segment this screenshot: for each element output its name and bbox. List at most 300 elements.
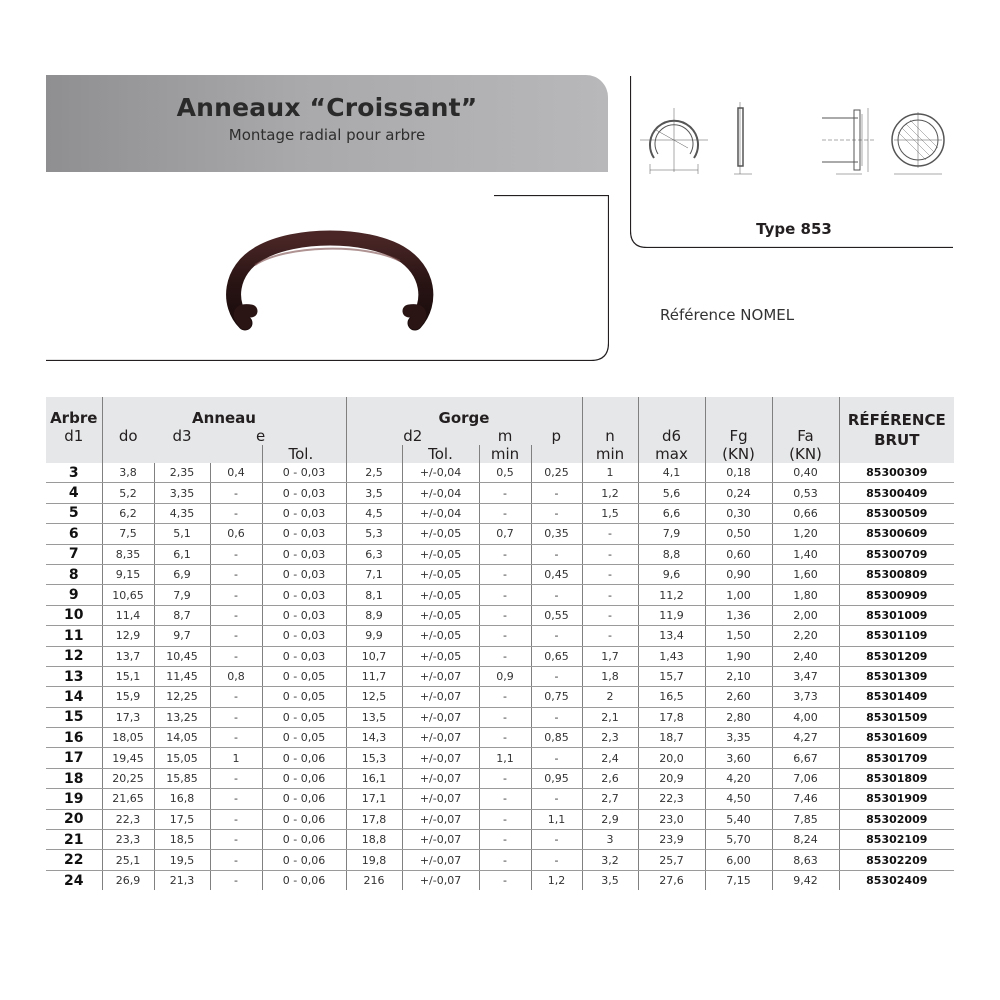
cell-e: -: [210, 605, 262, 625]
cell-reference: 85302209: [839, 850, 954, 870]
cell-m: -: [479, 503, 531, 523]
cell-d6: 25,7: [638, 850, 705, 870]
cell-p: 0,55: [531, 605, 582, 625]
cell-d3: 13,25: [154, 707, 210, 727]
cell-d2: 4,5: [346, 503, 402, 523]
cell-e-tol: 0 - 0,03: [262, 483, 346, 503]
header-banner: [46, 75, 608, 172]
cell-fa: 3,73: [772, 687, 839, 707]
cell-p: 0,65: [531, 646, 582, 666]
cell-do: 11,4: [102, 605, 154, 625]
cell-fg: 4,20: [705, 768, 772, 788]
table-row: [46, 870, 954, 890]
cell-fg: 3,35: [705, 728, 772, 748]
cell-fg: 0,30: [705, 503, 772, 523]
cell-e-tol: 0 - 0,05: [262, 666, 346, 686]
cell-d2-tol: +/-0,05: [402, 626, 479, 646]
cell-d3: 9,7: [154, 626, 210, 646]
header-fg: Fg: [705, 427, 772, 445]
cell-e: -: [210, 564, 262, 584]
cell-arbre: 9: [46, 585, 102, 605]
cell-d3: 6,9: [154, 564, 210, 584]
cell-d2: 8,9: [346, 605, 402, 625]
cell-reference: 85300509: [839, 503, 954, 523]
cell-fg: 2,80: [705, 707, 772, 727]
cell-reference: 85301309: [839, 666, 954, 686]
cell-reference: 85300909: [839, 585, 954, 605]
table-row: [46, 830, 954, 850]
header-fa-unit: (KN): [772, 445, 839, 463]
cell-d2-tol: +/-0,07: [402, 666, 479, 686]
header-m-min: min: [479, 445, 531, 463]
cell-fg: 1,50: [705, 626, 772, 646]
cell-p: 0,75: [531, 687, 582, 707]
cell-fa: 2,00: [772, 605, 839, 625]
cell-reference: 85300809: [839, 564, 954, 584]
cell-d6: 27,6: [638, 870, 705, 890]
cell-m: -: [479, 483, 531, 503]
cell-d2: 19,8: [346, 850, 402, 870]
table-row: [46, 585, 954, 605]
cell-p: 0,95: [531, 768, 582, 788]
cell-e: -: [210, 503, 262, 523]
cell-d3: 3,35: [154, 483, 210, 503]
cell-do: 23,3: [102, 830, 154, 850]
cell-reference: 85301209: [839, 646, 954, 666]
cell-d6: 23,0: [638, 809, 705, 829]
cell-e: -: [210, 728, 262, 748]
table-row: [46, 564, 954, 584]
cell-fa: 4,00: [772, 707, 839, 727]
cell-d3: 12,25: [154, 687, 210, 707]
cell-p: -: [531, 707, 582, 727]
cell-d6: 11,2: [638, 585, 705, 605]
cell-m: -: [479, 564, 531, 584]
cell-d2: 2,5: [346, 463, 402, 483]
cell-fg: 0,50: [705, 524, 772, 544]
cell-e-tol: 0 - 0,06: [262, 850, 346, 870]
header-reference: [839, 397, 954, 463]
table-row: [46, 524, 954, 544]
cell-reference: 85300609: [839, 524, 954, 544]
header-m: m: [479, 427, 531, 445]
cell-arbre: 20: [46, 809, 102, 829]
cell-m: -: [479, 646, 531, 666]
cell-do: 7,5: [102, 524, 154, 544]
cell-n: 1,8: [582, 666, 638, 686]
cell-p: -: [531, 544, 582, 564]
cell-e: -: [210, 687, 262, 707]
cell-d3: 2,35: [154, 463, 210, 483]
cell-fg: 1,90: [705, 646, 772, 666]
cell-d6: 17,8: [638, 707, 705, 727]
cell-d3: 19,5: [154, 850, 210, 870]
header-n: n: [582, 427, 638, 445]
cell-m: 0,7: [479, 524, 531, 544]
header-gorge: Gorge: [346, 397, 582, 427]
cell-n: 2,7: [582, 789, 638, 809]
cell-e-tol: 0 - 0,03: [262, 544, 346, 564]
cell-arbre: 12: [46, 646, 102, 666]
cell-e-tol: 0 - 0,05: [262, 687, 346, 707]
header-fg-unit: (KN): [705, 445, 772, 463]
cell-p: -: [531, 585, 582, 605]
cell-d2: 18,8: [346, 830, 402, 850]
cell-n: -: [582, 626, 638, 646]
page-subtitle: Montage radial pour arbre: [228, 126, 426, 144]
cell-arbre: 15: [46, 707, 102, 727]
cell-d2-tol: +/-0,07: [402, 728, 479, 748]
cell-arbre: 13: [46, 666, 102, 686]
cell-d2-tol: +/-0,05: [402, 585, 479, 605]
cell-e-tol: 0 - 0,06: [262, 748, 346, 768]
header-tol-gorge: Tol.: [402, 445, 479, 463]
retaining-ring-image: [215, 215, 445, 345]
cell-e: -: [210, 626, 262, 646]
cell-m: 1,1: [479, 748, 531, 768]
cell-arbre: 17: [46, 748, 102, 768]
cell-do: 21,65: [102, 789, 154, 809]
cell-d2: 15,3: [346, 748, 402, 768]
cell-do: 13,7: [102, 646, 154, 666]
cell-e-tol: 0 - 0,03: [262, 564, 346, 584]
cell-do: 25,1: [102, 850, 154, 870]
cell-e: -: [210, 850, 262, 870]
cell-do: 8,35: [102, 544, 154, 564]
cell-e: -: [210, 789, 262, 809]
cell-e: -: [210, 870, 262, 890]
cell-d6: 22,3: [638, 789, 705, 809]
cell-reference: 85302109: [839, 830, 954, 850]
cell-fg: 0,18: [705, 463, 772, 483]
cell-n: -: [582, 605, 638, 625]
cell-n: 2,6: [582, 768, 638, 788]
cell-p: 1,1: [531, 809, 582, 829]
cell-do: 9,15: [102, 564, 154, 584]
cell-fa: 2,40: [772, 646, 839, 666]
cell-m: -: [479, 707, 531, 727]
cell-n: 3: [582, 830, 638, 850]
cell-e: -: [210, 483, 262, 503]
table-row: [46, 646, 954, 666]
cell-e: 0,4: [210, 463, 262, 483]
cell-fg: 2,10: [705, 666, 772, 686]
cell-reference: 85302409: [866, 874, 928, 887]
cell-d2-tol: +/-0,05: [402, 524, 479, 544]
cell-m: -: [479, 809, 531, 829]
header-reference-line2: BRUT: [874, 431, 920, 449]
spec-table: [46, 397, 954, 890]
cell-m: -: [479, 728, 531, 748]
cell-e-tol: 0 - 0,03: [262, 503, 346, 523]
cell-d2-tol: +/-0,07: [402, 789, 479, 809]
cell-d3: 10,45: [154, 646, 210, 666]
cell-arbre: 7: [46, 544, 102, 564]
cell-fa: 8,63: [772, 850, 839, 870]
cell-fa: 3,47: [772, 666, 839, 686]
cell-d2: 9,9: [346, 626, 402, 646]
cell-d2-tol: +/-0,07: [402, 707, 479, 727]
cell-n: 3,5: [582, 870, 638, 890]
cell-m: -: [479, 830, 531, 850]
cell-fa: 0,53: [772, 483, 839, 503]
cell-p: -: [531, 666, 582, 686]
cell-arbre: 4: [46, 483, 102, 503]
cell-e-tol: 0 - 0,03: [262, 605, 346, 625]
cell-e-tol: 0 - 0,03: [262, 626, 346, 646]
cell-e-tol: 0 - 0,06: [262, 789, 346, 809]
cell-do: 15,1: [102, 666, 154, 686]
cell-d2-tol: +/-0,07: [402, 768, 479, 788]
cell-d6: 7,9: [638, 524, 705, 544]
cell-do: 15,9: [102, 687, 154, 707]
cell-reference: 85301009: [839, 605, 954, 625]
cell-d3: 4,35: [154, 503, 210, 523]
header-arbre: Arbre: [46, 397, 102, 427]
cell-arbre: 10: [46, 605, 102, 625]
cell-reference: 85302009: [839, 809, 954, 829]
cell-fg: 7,15: [705, 870, 772, 890]
cell-arbre: 16: [46, 728, 102, 748]
cell-fg: 4,50: [705, 789, 772, 809]
cell-n: -: [582, 564, 638, 584]
cell-p: 0,85: [531, 728, 582, 748]
cell-d2: 16,1: [346, 768, 402, 788]
cell-fg: 1,00: [705, 585, 772, 605]
cell-n: 1,2: [582, 483, 638, 503]
cell-e: -: [210, 585, 262, 605]
header-d3: d3: [154, 427, 210, 445]
cell-d6: 20,9: [638, 768, 705, 788]
cell-d6: 20,0: [638, 748, 705, 768]
cell-n: -: [582, 585, 638, 605]
cell-m: 0,5: [479, 463, 531, 483]
cell-d3: 17,5: [154, 809, 210, 829]
cell-d3: 15,05: [154, 748, 210, 768]
cell-arbre: 18: [46, 768, 102, 788]
cell-reference: 85300409: [839, 483, 954, 503]
cell-fa: 1,40: [772, 544, 839, 564]
cell-d3: 16,8: [154, 789, 210, 809]
cell-p: 0,45: [531, 564, 582, 584]
table-row: [46, 605, 954, 625]
cell-n: 1,5: [582, 503, 638, 523]
cell-p: -: [531, 830, 582, 850]
cell-reference: 85301809: [839, 768, 954, 788]
cell-n: -: [582, 544, 638, 564]
cell-e: 1: [210, 748, 262, 768]
cell-e: 0,6: [210, 524, 262, 544]
cell-m: -: [479, 870, 531, 890]
cell-d6: 6,6: [638, 503, 705, 523]
cell-arbre: 6: [46, 524, 102, 544]
cell-n: 2,3: [582, 728, 638, 748]
cell-e-tol: 0 - 0,06: [262, 809, 346, 829]
table-row: [46, 666, 954, 686]
table-row: [46, 707, 954, 727]
cell-d2-tol: +/-0,07: [402, 687, 479, 707]
cell-d2: 6,3: [346, 544, 402, 564]
header-anneau: Anneau: [102, 397, 346, 427]
cell-e-tol: 0 - 0,06: [262, 768, 346, 788]
cell-d2: 7,1: [346, 564, 402, 584]
cell-reference: 85301509: [839, 707, 954, 727]
cell-fg: 6,00: [705, 850, 772, 870]
cell-m: -: [479, 626, 531, 646]
cell-d2: 10,7: [346, 646, 402, 666]
table-row: [46, 463, 954, 483]
cell-do: 6,2: [102, 503, 154, 523]
cell-fa: 7,06: [772, 768, 839, 788]
cell-d6: 18,7: [638, 728, 705, 748]
cell-d3: 6,1: [154, 544, 210, 564]
cell-reference: 85300309: [839, 463, 954, 483]
cell-d6: 4,1: [638, 463, 705, 483]
cell-e-tol: 0 - 0,06: [262, 830, 346, 850]
cell-d2: 216: [346, 870, 402, 890]
cell-d6: 11,9: [638, 605, 705, 625]
header-fa: Fa: [772, 427, 839, 445]
cell-fg: 1,36: [705, 605, 772, 625]
cell-d2-tol: +/-0,07: [402, 748, 479, 768]
cell-do: 19,45: [102, 748, 154, 768]
cell-e: -: [210, 646, 262, 666]
cell-do: 26,9: [102, 870, 154, 890]
cell-arbre: 11: [46, 626, 102, 646]
cell-d3: 11,45: [154, 666, 210, 686]
cell-fa: 2,20: [772, 626, 839, 646]
cell-e: -: [210, 768, 262, 788]
cell-d2-tol: +/-0,07: [402, 850, 479, 870]
cell-d2: 5,3: [346, 524, 402, 544]
header-n-min: min: [582, 445, 638, 463]
cell-d2: 12,5: [346, 687, 402, 707]
cell-reference: 85301909: [839, 789, 954, 809]
table-row: [46, 728, 954, 748]
cell-p: 0,35: [531, 524, 582, 544]
header-d6-max: max: [638, 445, 705, 463]
cell-do: 17,3: [102, 707, 154, 727]
cell-n: 1: [582, 463, 638, 483]
cell-n: 3,2: [582, 850, 638, 870]
cell-e-tol: 0 - 0,03: [262, 646, 346, 666]
cell-m: -: [479, 850, 531, 870]
header-do: do: [102, 427, 154, 445]
table-row: [46, 626, 954, 646]
table-row: [46, 687, 954, 707]
table-body: [46, 463, 954, 890]
header-e: e: [210, 427, 346, 445]
cell-arbre: 19: [46, 789, 102, 809]
page-title: Anneaux “Croissant”: [176, 93, 478, 122]
cell-e-tol: 0 - 0,03: [262, 585, 346, 605]
cell-d6: 8,8: [638, 544, 705, 564]
cell-d6: 16,5: [638, 687, 705, 707]
cell-reference: 85301109: [839, 626, 954, 646]
cell-d2: 11,7: [346, 666, 402, 686]
cell-fa: 0,40: [772, 463, 839, 483]
cell-d2-tol: +/-0,04: [402, 503, 479, 523]
cell-arbre: 5: [46, 503, 102, 523]
cell-d6: 15,7: [638, 666, 705, 686]
cell-m: -: [479, 544, 531, 564]
cell-d2-tol: +/-0,07: [402, 870, 479, 890]
cell-e-tol: 0 - 0,05: [262, 707, 346, 727]
cell-d2-tol: +/-0,07: [402, 830, 479, 850]
cell-d3: 14,05: [154, 728, 210, 748]
cell-d2: 17,1: [346, 789, 402, 809]
cell-d3: 15,85: [154, 768, 210, 788]
cell-d6: 1,43: [638, 646, 705, 666]
cell-e: -: [210, 544, 262, 564]
cell-d2: 8,1: [346, 585, 402, 605]
header-reference-line1: RÉFÉRENCE: [847, 411, 946, 429]
cell-e: 0,8: [210, 666, 262, 686]
cell-d2-tol: +/-0,05: [402, 646, 479, 666]
cell-d3: 5,1: [154, 524, 210, 544]
cell-p: 0,25: [531, 463, 582, 483]
header-d6: d6: [638, 427, 705, 445]
cell-fg: 3,60: [705, 748, 772, 768]
cell-d3: 7,9: [154, 585, 210, 605]
cell-arbre: 22: [46, 850, 102, 870]
cell-n: 2,4: [582, 748, 638, 768]
cell-d2: 13,5: [346, 707, 402, 727]
cell-d6: 5,6: [638, 483, 705, 503]
reference-label: Référence NOMEL: [660, 306, 795, 324]
cell-d2-tol: +/-0,04: [402, 483, 479, 503]
cell-fa: 9,42: [772, 870, 839, 890]
cell-e-tol: 0 - 0,06: [262, 870, 346, 890]
table-row: [46, 768, 954, 788]
cell-fa: 1,20: [772, 524, 839, 544]
header-d2: d2: [346, 427, 479, 445]
cell-p: -: [531, 626, 582, 646]
cell-fa: 1,60: [772, 564, 839, 584]
cell-fg: 0,90: [705, 564, 772, 584]
cell-n: 2,9: [582, 809, 638, 829]
cell-d6: 13,4: [638, 626, 705, 646]
cell-d2: 14,3: [346, 728, 402, 748]
cell-n: 2: [582, 687, 638, 707]
cell-p: -: [531, 789, 582, 809]
cell-reference: 85301609: [839, 728, 954, 748]
cell-n: -: [582, 524, 638, 544]
cell-m: 0,9: [479, 666, 531, 686]
cell-n: 2,1: [582, 707, 638, 727]
cell-fa: 8,24: [772, 830, 839, 850]
cell-d2-tol: +/-0,04: [402, 463, 479, 483]
header-p: p: [531, 427, 582, 445]
cell-arbre: 24: [46, 870, 102, 890]
cell-fg: 0,24: [705, 483, 772, 503]
cell-d6: 9,6: [638, 564, 705, 584]
cell-m: -: [479, 768, 531, 788]
cell-do: 10,65: [102, 585, 154, 605]
cell-p: -: [531, 748, 582, 768]
cell-arbre: 14: [46, 687, 102, 707]
cell-d2-tol: +/-0,05: [402, 605, 479, 625]
cell-d3: 21,3: [154, 870, 210, 890]
cell-reference: 85300709: [839, 544, 954, 564]
cell-d3: 8,7: [154, 605, 210, 625]
cell-e-tol: 0 - 0,05: [262, 728, 346, 748]
cell-fg: 2,60: [705, 687, 772, 707]
cell-d6: 23,9: [638, 830, 705, 850]
cell-e: -: [210, 707, 262, 727]
cell-reference: 85301409: [839, 687, 954, 707]
table-row: [46, 544, 954, 564]
